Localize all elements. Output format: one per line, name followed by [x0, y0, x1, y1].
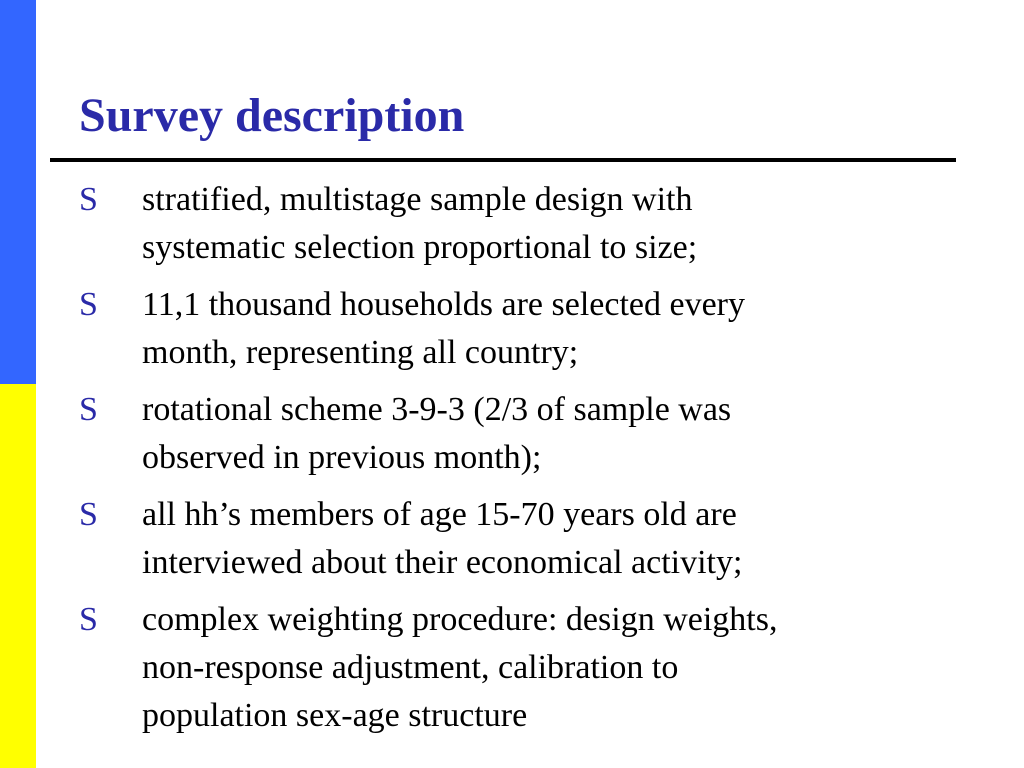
- side-bar-blue: [0, 0, 36, 384]
- bullet-line: complex weighting procedure: design weights,: [142, 601, 778, 638]
- bullet-text: [142, 386, 922, 482]
- bullet-line: 11,1 thousand households are selected every: [142, 286, 746, 323]
- bullet-line: observed in previous month);: [142, 439, 542, 476]
- side-bar-yellow: [0, 384, 36, 768]
- bullet-marker: S: [79, 391, 98, 428]
- bullet-line: systematic selection proportional to size;: [142, 229, 698, 266]
- bullet-marker: S: [79, 496, 98, 533]
- title-divider: [50, 158, 956, 162]
- bullet-line: interviewed about their economical activity;: [142, 544, 743, 581]
- bullet-line: rotational scheme 3-9-3 (2/3 of sample was: [142, 391, 732, 428]
- bullet-line: population sex-age structure: [142, 697, 528, 734]
- bullet-marker: S: [79, 286, 98, 323]
- bullet-line: month, representing all country;: [142, 334, 579, 371]
- bullet-text: [142, 596, 922, 740]
- bullet-line: non-response adjustment, calibration to: [142, 649, 679, 686]
- bullet-text: [142, 491, 922, 587]
- bullet-text: [142, 281, 922, 377]
- bullet-line: stratified, multistage sample design with: [142, 181, 693, 218]
- bullet-marker: S: [79, 601, 98, 638]
- bullet-marker: S: [79, 181, 98, 218]
- bullet-line: all hh’s members of age 15-70 years old are: [142, 496, 737, 533]
- slide-title: Survey description: [79, 89, 465, 142]
- bullet-text: [142, 176, 922, 272]
